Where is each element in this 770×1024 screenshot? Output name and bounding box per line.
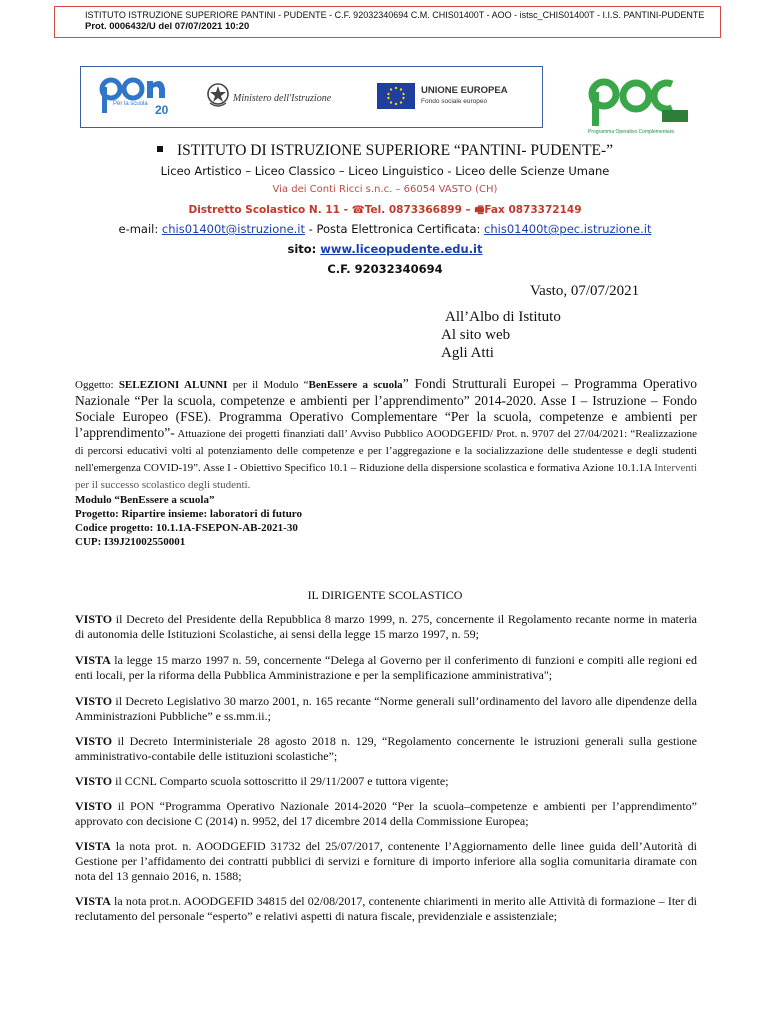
- paragraph-text: la nota prot.n. AOODGEFID 34815 del 02/08/2017, contenente chiarimenti in merito alle Attività di formazione – Iter di reclutamento del personale “esperto” e relativi aspetti di natura fiscale, previdenziale e assistenziale;: [75, 894, 697, 923]
- pec-link[interactable]: chis01400t@pec.istruzione.it: [484, 222, 652, 236]
- subject-modulo: BenEssere a scuola: [308, 379, 403, 391]
- paragraph-lead: VISTO: [75, 799, 113, 813]
- email-line: [0, 222, 770, 236]
- section-heading: IL DIRIGENTE SCOLASTICO: [307, 588, 463, 602]
- paragraph-text: il Decreto del Presidente della Repubblica 8 marzo 1999, n. 275, concernente il Regolamento recante norme in materia di autonomia delle Istituzioni Scolastiche, ai sensi della legge 15 marzo 1997, n. 59;: [75, 612, 697, 641]
- paragraph: [75, 894, 697, 924]
- address-line: Via dei Conti Ricci s.n.c. – 66054 VASTO (CH): [272, 184, 498, 195]
- paragraph: [75, 694, 697, 724]
- pon-logo: [93, 73, 179, 121]
- cup-code: CUP: I39J21002550001: [75, 536, 186, 548]
- recipient-atti: Agli Atti: [441, 345, 494, 361]
- poc-caption: Programma Operativo Complementare: [588, 129, 675, 135]
- paragraph-text: il PON “Programma Operativo Nazionale 2014-2020 “Per la scuola–competenze e ambienti per l’apprendimento” approvato con decisione C (2014) n. 9952, del 17 dicembre 2014 della Commissione Europea;: [75, 799, 697, 828]
- protocol-stamp: [54, 6, 721, 38]
- stamp-line-1: ISTITUTO ISTRUZIONE SUPERIORE PANTINI - PUDENTE - C.F. 92032340694 C.M. CHIS01400T - AOO - istsc_CHIS01400T - I.I.S. PANTINI-PUDENTE: [85, 10, 705, 20]
- pon-subtitle: Per la scuola: [113, 101, 148, 107]
- subject-mid: per il Modulo “: [227, 379, 309, 391]
- recipient-albo: All’Albo di Istituto: [445, 309, 561, 325]
- paragraph-text: la legge 15 marzo 1997 n. 59, concernente “Delega al Governo per il conferimento di funzioni e compiti alle regioni ed enti locali, per la riforma della Pubblica Amministrazione e per la semplificazione amministrativa";: [75, 653, 697, 682]
- paragraph: [75, 774, 697, 789]
- eu-title: UNIONE EUROPEA: [421, 85, 508, 96]
- paragraph: [75, 612, 697, 642]
- paragraph: [75, 734, 697, 764]
- subject-block: [75, 376, 697, 549]
- subject-selezioni: SELEZIONI ALUNNI: [118, 379, 228, 391]
- recipient-sito: Al sito web: [441, 327, 511, 343]
- pon-year: 20: [155, 103, 169, 117]
- website-link[interactable]: www.liceopudente.edu.it: [320, 242, 483, 256]
- licei-line: Liceo Artistico – Liceo Classico – Liceo Linguistico - Liceo delle Scienze Umane: [160, 164, 610, 178]
- modulo-line: Modulo “BenEssere a scuola”: [75, 494, 215, 506]
- logo-banner: [80, 66, 543, 128]
- paragraph-text: il Decreto Legislativo 30 marzo 2001, n. 165 recante “Norme generali sull’ordinamento del lavoro alle dipendenze della Amministrazioni Pubbliche” e ss.mm.ii.;: [75, 694, 697, 723]
- paragraph: [75, 839, 697, 884]
- subject-text-3: Interventi per il successo scolastico degli studenti.: [75, 462, 697, 491]
- email-label: e-mail:: [118, 222, 162, 236]
- paragraph-lead: VISTA: [75, 839, 111, 853]
- paragraph: [75, 799, 697, 829]
- ministero-label: Ministero dell'Istruzione: [233, 93, 332, 104]
- paragraph-lead: VISTO: [75, 612, 113, 626]
- paragraph-lead: VISTA: [75, 653, 111, 667]
- paragraph: [75, 653, 697, 683]
- eu-subtitle: Fondo sociale europeo: [421, 98, 488, 105]
- pec-label: - Posta Elettronica Certificata:: [305, 222, 485, 236]
- bullet-icon: [157, 146, 163, 152]
- website-label: sito:: [287, 242, 321, 256]
- poc-logo: [588, 70, 690, 130]
- paragraph-lead: VISTO: [75, 734, 113, 748]
- distretto-line: Distretto Scolastico N. 11 - ☎Tel. 0873366899 – 🖷Fax 0873372149: [188, 204, 582, 216]
- progetto-value: Ripartire insieme: laboratori di futuro: [121, 508, 302, 520]
- eu-flag-icon: [377, 83, 415, 109]
- paragraph-text: il Decreto Interministeriale 28 agosto 2018 n. 129, “Regolamento concernente le istruzioni generali sulla gestione amministrativo-contabile delle istituzioni scolastiche”;: [75, 734, 697, 763]
- school-title: ISTITUTO DI ISTRUZIONE SUPERIORE “PANTINI- PUDENTE-”: [176, 142, 614, 159]
- codice-progetto: Codice progetto: 10.1.1A-FSEPON-AB-2021-30: [75, 522, 298, 534]
- paragraph-lead: VISTO: [75, 774, 113, 788]
- subject-text-2: Attuazione dei progetti finanziati dall’ Avviso Pubblico AOODGEFID/ Prot. n. 9707 del 27/04/2021: “Realizzazione di percorsi educativi volti al potenziamento delle competenze e per l’aggregazione e la socializzazione delle studentesse e degli studenti nell'emergenza COVID-19”. Asse I - Obiettivo Specifico 10.1 – Riduzione della dispersione scolastica e formativa Azione 10.1.1A: [75, 428, 697, 474]
- website-line: [0, 242, 770, 256]
- paragraph-text: il CCNL Comparto scuola sottoscritto il 29/11/2007 e tuttora vigente;: [112, 774, 449, 788]
- recipients-block: [441, 308, 561, 362]
- document-date: Vasto, 07/07/2021: [530, 283, 640, 299]
- subject-text-1: ” Fondi Strutturali Europei – Programma Operativo Nazionale “Per la scuola, competenze e ambienti per l’apprendimento” 2014-2020. Asse I – Istruzione – Fondo Sociale Europeo (FSE). Programma Operativo Complementare “Per la scuola, competenze e ambienti per l’apprendimento”-: [75, 376, 697, 440]
- paragraph-lead: VISTO: [75, 694, 113, 708]
- paragraph-text: la nota prot. n. AOODGEFID 31732 del 25/07/2017, contenente l’Aggiornamento delle linee guida dell’Autorità di Gestione per l’affidamento dei contratti pubblici di servizi e forniture di importo inferiore alla soglia comunitaria diramate con nota del 13 gennaio 2016, n. 1588;: [75, 839, 697, 883]
- subject-label: Oggetto:: [75, 379, 119, 391]
- italy-emblem-icon: [206, 81, 230, 109]
- codice-fiscale: C.F. 92032340694: [327, 262, 443, 276]
- stamp-line-2: Prot. 0006432/U del 07/07/2021 10:20: [85, 21, 250, 32]
- progetto-label: Progetto:: [75, 508, 122, 520]
- paragraph-lead: VISTA: [75, 894, 111, 908]
- school-title-line: [0, 142, 770, 160]
- email-link[interactable]: chis01400t@istruzione.it: [161, 222, 305, 236]
